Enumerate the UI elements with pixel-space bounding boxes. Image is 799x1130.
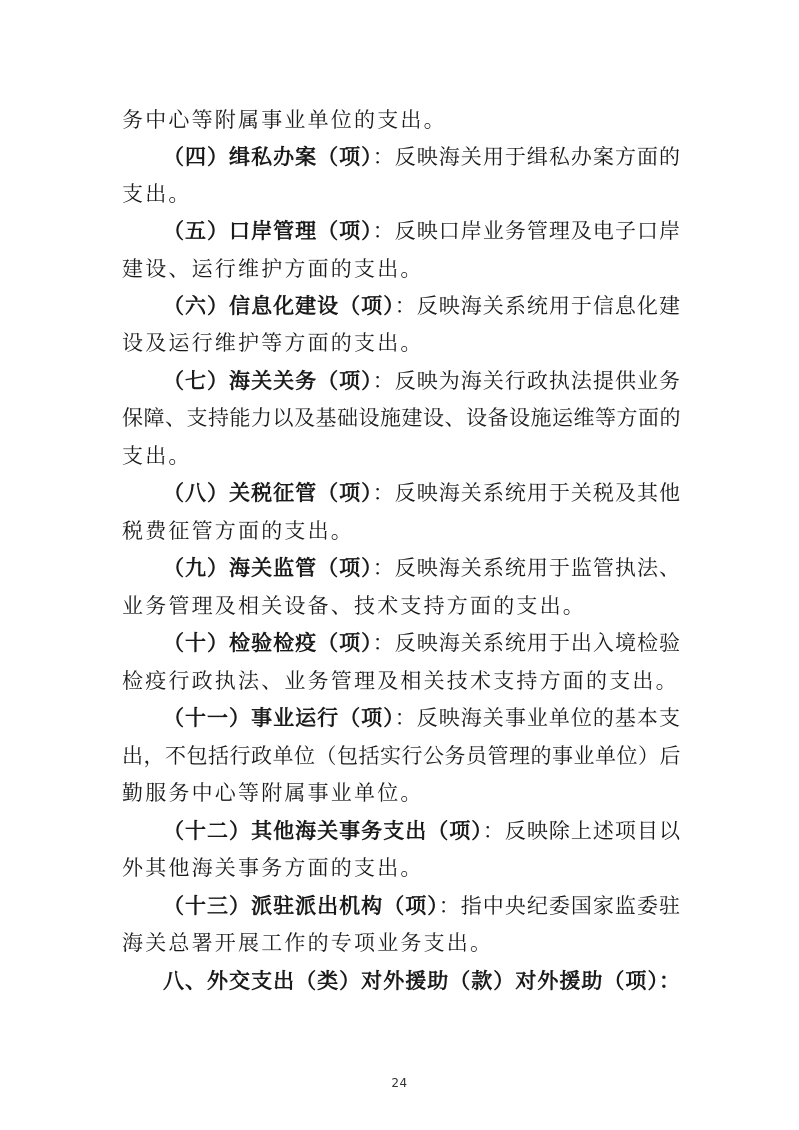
paragraph-line-11: [163, 478, 681, 508]
paragraph-line-7: [122, 328, 424, 358]
paragraph-line-23: [122, 928, 493, 958]
item-label: （十二）其他海关事务支出（项）: [163, 819, 483, 843]
item-label: （八）关税征管（项）: [163, 481, 373, 505]
line-text: ：反映海关系统用于出入境检验: [372, 631, 682, 655]
line-text: ：反映海关系统用于关税及其他: [372, 481, 682, 505]
paragraph-line-15: [163, 628, 681, 658]
line-text: ：反映海关用于缉私办案方面的: [372, 145, 682, 169]
item-label: （十三）派驻派出机构（项）: [163, 894, 439, 918]
paragraph-line-4: [163, 216, 681, 246]
item-label: （十）检验检疫（项）: [163, 631, 373, 655]
paragraph-line-22: [163, 891, 681, 921]
paragraph-line-6: [163, 291, 681, 321]
line-text: 税费征管方面的支出。: [122, 519, 354, 543]
line-text: 出，不包括行政单位（包括实行公务员管理的事业单位）后: [122, 744, 681, 768]
line-text: 业务管理及相关设备、技术支持方面的支出。: [122, 594, 586, 618]
line-text: 外其他海关事务方面的支出。: [122, 856, 424, 880]
paragraph-line-21: [122, 853, 424, 883]
paragraph-line-2: [163, 142, 681, 172]
paragraph-line-3: [122, 179, 192, 209]
line-text: 支出。: [122, 182, 192, 206]
paragraph-line-17: [163, 703, 681, 733]
paragraph-line-8: [163, 366, 681, 396]
paragraph-line-16: [122, 666, 679, 696]
line-text: 设及运行维护等方面的支出。: [122, 331, 424, 355]
line-text: 海关总署开展工作的专项业务支出。: [122, 931, 494, 955]
line-text: ：反映海关事业单位的基本支: [394, 706, 681, 730]
line-text: ：反映除上述项目以: [482, 819, 681, 843]
line-text: ：反映口岸业务管理及电子口岸: [372, 219, 682, 243]
paragraph-line-20: [163, 816, 681, 846]
line-text: ：反映为海关行政执法提供业务: [372, 369, 682, 393]
line-text: ：指中央纪委国家监委驻: [438, 894, 681, 918]
paragraph-line-18: [122, 741, 681, 771]
paragraph-line-19: [122, 778, 424, 808]
line-text: ：反映海关系统用于监管执法、: [372, 556, 682, 580]
item-label: （六）信息化建设（项）: [163, 294, 395, 318]
paragraph-line-5: [122, 254, 424, 284]
item-label: （九）海关监管（项）: [163, 556, 373, 580]
paragraph-line-10: [122, 441, 192, 471]
line-text: 检疫行政执法、业务管理及相关技术支持方面的支出。: [122, 669, 679, 693]
paragraph-line-1: [122, 105, 447, 135]
line-text: 支出。: [122, 444, 192, 468]
item-label: （十一）事业运行（项）: [163, 706, 395, 730]
paragraph-line-9: [122, 403, 681, 433]
item-label: （五）口岸管理（项）: [163, 219, 373, 243]
line-text: 勤服务中心等附属事业单位。: [122, 781, 424, 805]
line-text: ：反映海关系统用于信息化建: [394, 294, 681, 318]
line-text: 务中心等附属事业单位的支出。: [122, 108, 447, 132]
item-label: （七）海关关务（项）: [163, 369, 373, 393]
heading-text: 八、外交支出（类）对外援助（款）对外援助（项）：: [163, 969, 681, 993]
item-label: （四）缉私办案（项）: [163, 145, 373, 169]
paragraph-line-14: [122, 591, 586, 621]
page-number: 24: [391, 1076, 408, 1090]
section-heading: [163, 966, 681, 996]
paragraph-line-13: [163, 553, 681, 583]
line-text: 保障、支持能力以及基础设施建设、设备设施运维等方面的: [122, 406, 681, 430]
paragraph-line-12: [122, 516, 354, 546]
line-text: 建设、运行维护方面的支出。: [122, 257, 424, 281]
